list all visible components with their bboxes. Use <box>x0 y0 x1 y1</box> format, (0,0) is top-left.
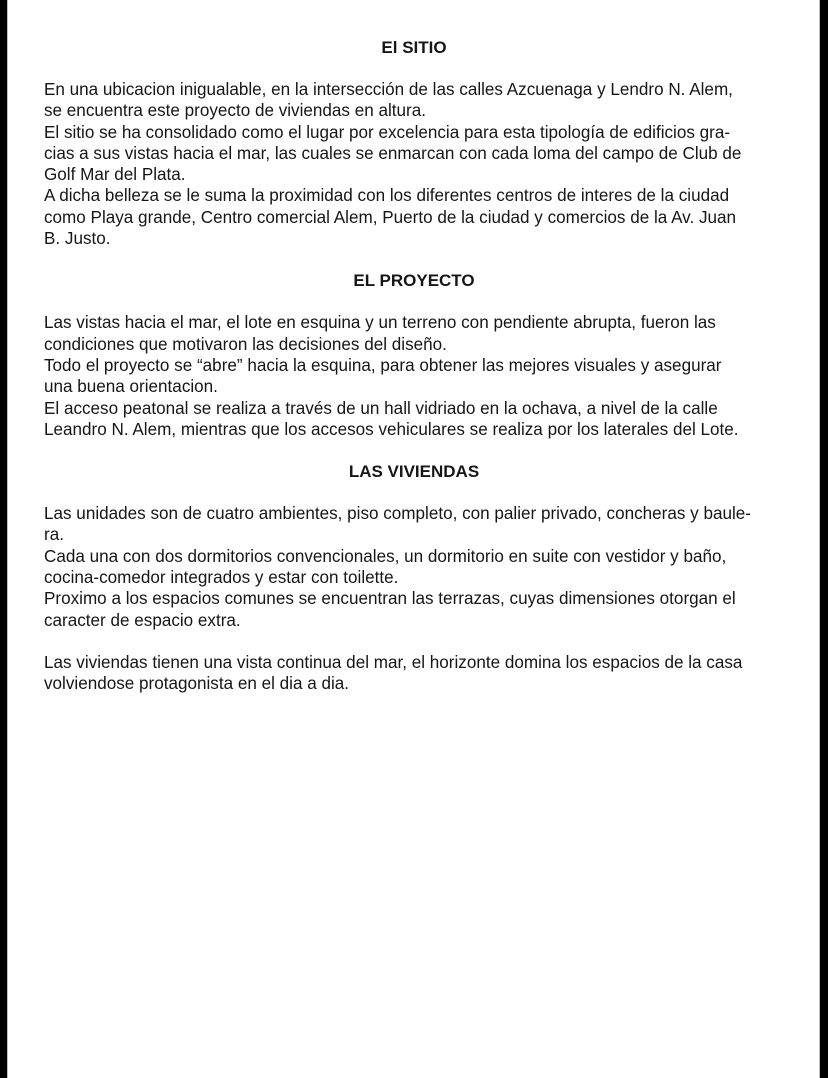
section-spacer <box>44 249 784 270</box>
document-content <box>44 32 784 695</box>
section-heading-el-proyecto: EL PROYECTO <box>353 271 475 291</box>
paragraph: El acceso peatonal se realiza a través de un hall vidriado en la ochava, a nivel de la calle Leandro N. Alem, mientras que los accesos vehiculares se realiza por los laterales del Lote. <box>44 398 739 439</box>
section-heading-las-viviendas: LAS VIVIENDAS <box>348 462 480 482</box>
section-spacer <box>44 440 784 461</box>
section-body-el-sitio <box>44 79 784 249</box>
paragraph: Proximo a los espacios comunes se encuentran las terrazas, cuyas dimensiones otorgan el caracter de espacio extra. <box>44 589 736 630</box>
section-body-las-viviendas <box>44 503 784 694</box>
paragraph: Las unidades son de cuatro ambientes, piso completo, con palier privado, concheras y baule- ra. <box>44 504 751 545</box>
paragraph: Las vistas hacia el mar, el lote en esquina y un terreno con pendiente abrupta, fueron las condiciones que motivaron las decisiones del diseño. <box>44 313 716 354</box>
section-heading-el-sitio: El SITIO <box>381 38 447 57</box>
paragraph: En una ubicacion inigualable, en la intersección de las calles Azcuenaga y Lendro N. Alem, se encuentra este proyecto de viviendas en altura. <box>44 80 733 121</box>
paragraph: A dicha belleza se le suma la proximidad con los diferentes centros de interes de la ciudad como Playa grande, Centro comercial Alem, Puerto de la ciudad y comercios de la Av. Juan B. Justo. <box>44 186 737 249</box>
paragraph: Cada una con dos dormitorios convencionales, un dormitorio en suite con vestidor y baño, cocina-comedor integrados y estar con toilette. <box>44 546 727 588</box>
paragraph-spacer <box>44 631 784 652</box>
section-body-el-proyecto <box>44 312 784 440</box>
paragraph: Todo el proyecto se “abre” hacia la esquina, para obtener las mejores visuales y asegurar una buena orientacion. <box>44 355 722 397</box>
paragraph: El sitio se ha consolidado como el lugar por excelencia para esta tipología de edificios gra- cias a sus vistas hacia el mar, las cuales se enmarcan con cada loma del campo de Club de Golf Mar del Plata. <box>44 122 742 185</box>
document-page[interactable] <box>7 0 820 1078</box>
closing-paragraph: Las viviendas tienen una vista continua del mar, el horizonte domina los espacios de la casa volviendose protagonista en el dia a dia. <box>44 652 743 694</box>
